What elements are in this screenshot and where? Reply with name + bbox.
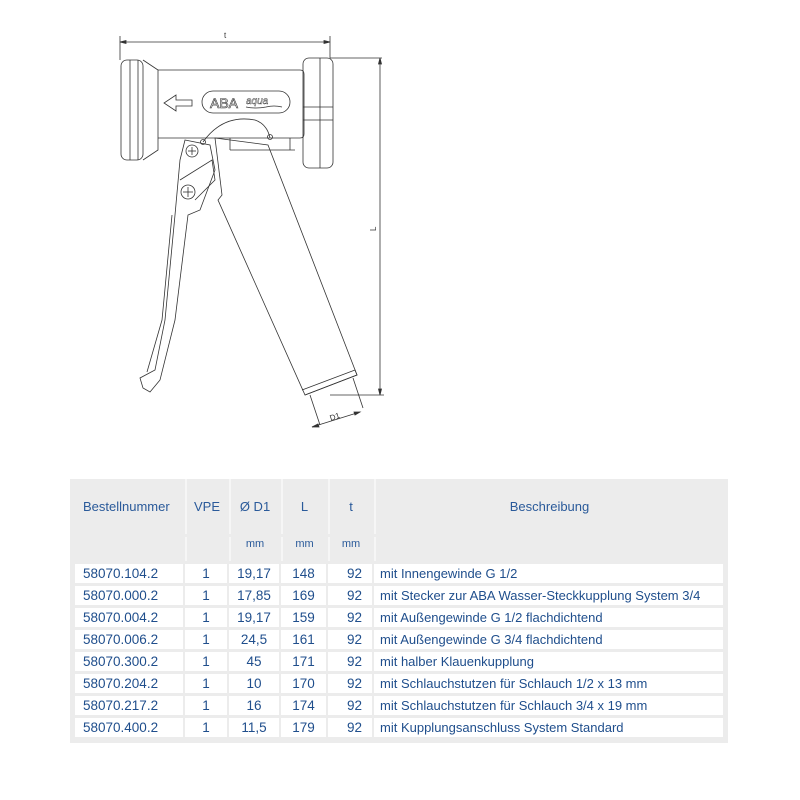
vpe: 1 <box>185 630 227 649</box>
unit-d1: mm <box>229 537 279 561</box>
description: mit Stecker zur ABA Wasser-Steckkupplung System 3/4 <box>374 586 723 605</box>
dimension-l <box>330 58 384 395</box>
t-value: 92 <box>328 696 372 715</box>
vpe: 1 <box>185 564 227 583</box>
pivot-pins <box>180 145 215 200</box>
description: mit halber Klauenkupplung <box>374 652 723 671</box>
trigger-lever <box>140 140 215 392</box>
unit-vpe <box>185 537 227 561</box>
order-number: 58070.104.2 <box>75 564 183 583</box>
unit-bestellnummer <box>75 537 183 561</box>
d1: 11,5 <box>229 718 279 737</box>
order-number: 58070.204.2 <box>75 674 183 693</box>
description: mit Außengewinde G 1/2 flachdichtend <box>374 608 723 627</box>
table-row <box>75 564 723 583</box>
length: 161 <box>281 630 326 649</box>
header-beschreibung: Beschreibung <box>374 479 723 534</box>
t-value: 92 <box>328 608 372 627</box>
description: mit Innengewinde G 1/2 <box>374 564 723 583</box>
table-row <box>75 674 723 693</box>
header-d1: Ø D1 <box>229 479 279 534</box>
order-number: 58070.000.2 <box>75 586 183 605</box>
left-coupling <box>121 60 158 160</box>
d1: 10 <box>229 674 279 693</box>
vpe: 1 <box>185 718 227 737</box>
unit-l: mm <box>281 537 326 561</box>
vpe: 1 <box>185 674 227 693</box>
svg-text:D1: D1 <box>328 411 342 423</box>
length: 179 <box>281 718 326 737</box>
order-number: 58070.217.2 <box>75 696 183 715</box>
svg-text:L: L <box>369 226 378 231</box>
handle-tube <box>215 138 363 425</box>
description: mit Schlauchstutzen für Schlauch 1/2 x 13 mm <box>374 674 723 693</box>
dimension-t <box>120 31 330 60</box>
d1: 17,85 <box>229 586 279 605</box>
length: 159 <box>281 608 326 627</box>
d1: 19,17 <box>229 564 279 583</box>
d1: 24,5 <box>229 630 279 649</box>
description: mit Schlauchstutzen für Schlauch 3/4 x 19 mm <box>374 696 723 715</box>
unit-beschreibung <box>374 537 723 561</box>
vpe: 1 <box>185 696 227 715</box>
order-number: 58070.300.2 <box>75 652 183 671</box>
length: 174 <box>281 696 326 715</box>
svg-text:ABA: ABA <box>210 95 239 111</box>
vpe: 1 <box>185 586 227 605</box>
header-t: t <box>328 479 372 534</box>
order-number: 58070.004.2 <box>75 608 183 627</box>
header-row <box>75 479 723 534</box>
header-l: L <box>281 479 326 534</box>
vpe: 1 <box>185 608 227 627</box>
t-value: 92 <box>328 718 372 737</box>
dimension-d1 <box>312 411 360 427</box>
t-value: 92 <box>328 564 372 583</box>
length: 169 <box>281 586 326 605</box>
svg-text:t: t <box>224 31 227 40</box>
d1: 45 <box>229 652 279 671</box>
t-value: 92 <box>328 674 372 693</box>
flow-arrow-icon <box>164 95 192 111</box>
aba-aqua-logo <box>202 91 290 113</box>
table-row <box>75 718 723 737</box>
svg-text:aqua: aqua <box>246 96 269 107</box>
table-row <box>75 608 723 627</box>
product-table <box>73 476 725 740</box>
table-row <box>75 696 723 715</box>
description: mit Kupplungsanschluss System Standard <box>374 718 723 737</box>
description: mit Außengewinde G 3/4 flachdichtend <box>374 630 723 649</box>
t-value: 92 <box>328 652 372 671</box>
header-bestellnummer: Bestellnummer <box>75 479 183 534</box>
vpe: 1 <box>185 652 227 671</box>
length: 170 <box>281 674 326 693</box>
table-row <box>75 652 723 671</box>
unit-row <box>75 537 723 561</box>
table-row <box>75 630 723 649</box>
length: 148 <box>281 564 326 583</box>
d1: 16 <box>229 696 279 715</box>
t-value: 92 <box>328 586 372 605</box>
spring-wire <box>203 119 270 142</box>
product-table-container <box>70 479 728 743</box>
table-row <box>75 586 723 605</box>
t-value: 92 <box>328 630 372 649</box>
header-vpe: VPE <box>185 479 227 534</box>
order-number: 58070.400.2 <box>75 718 183 737</box>
unit-t: mm <box>328 537 372 561</box>
right-coupling <box>303 58 333 168</box>
length: 171 <box>281 652 326 671</box>
order-number: 58070.006.2 <box>75 630 183 649</box>
d1: 19,17 <box>229 608 279 627</box>
